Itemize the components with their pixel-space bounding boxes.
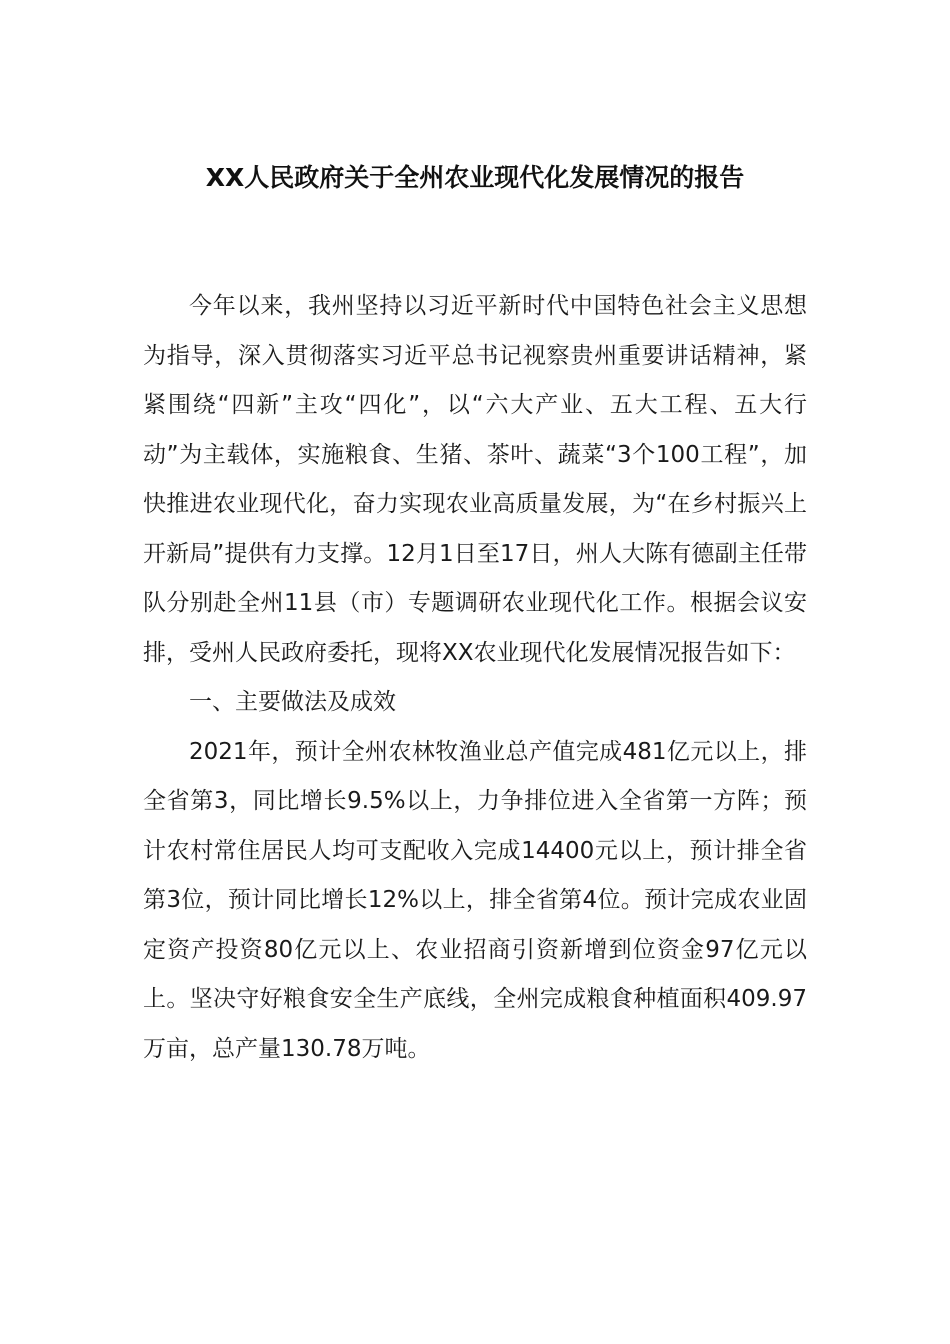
section-paragraph: 2021年，预计全州农林牧渔业总产值完成481亿元以上，排全省第3，同比增长9.5%以上，力争排位进入全省第一方阵；预计农村常住居民人均可支配收入完成14400元以上，预计排全省第3位，预计同比增长12%以上，排全省第4位。预计完成农业固定资产投资80亿元以上、农业招商引资新增到位资金97亿元以上。坚决守好粮食安全生产底线，全州完成粮食种植面积409.97万亩，总产量130.78万吨。	[143, 738, 807, 1062]
document-title: XX人民政府关于全州农业现代化发展情况的报告	[205, 163, 745, 192]
document-body	[143, 282, 807, 1074]
section-heading: 一、主要做法及成效	[189, 689, 396, 715]
intro-paragraph: 今年以来，我州坚持以习近平新时代中国特色社会主义思想为指导，深入贯彻落实习近平总书记视察贵州重要讲话精神，紧紧围绕“四新”主攻“四化”，以“六大产业、五大工程、五大行动”为主载体，实施粮食、生猪、茶叶、蔬菜“3个100工程”，加快推进农业现代化，奋力实现农业高质量发展，为“在乡村振兴上开新局”提供有力支撑。12月1日至17日，州人大陈有德副主任带队分别赴全州11县（市）专题调研农业现代化工作。根据会议安排，受州人民政府委托，现将XX农业现代化发展情况报告如下：	[143, 293, 807, 666]
